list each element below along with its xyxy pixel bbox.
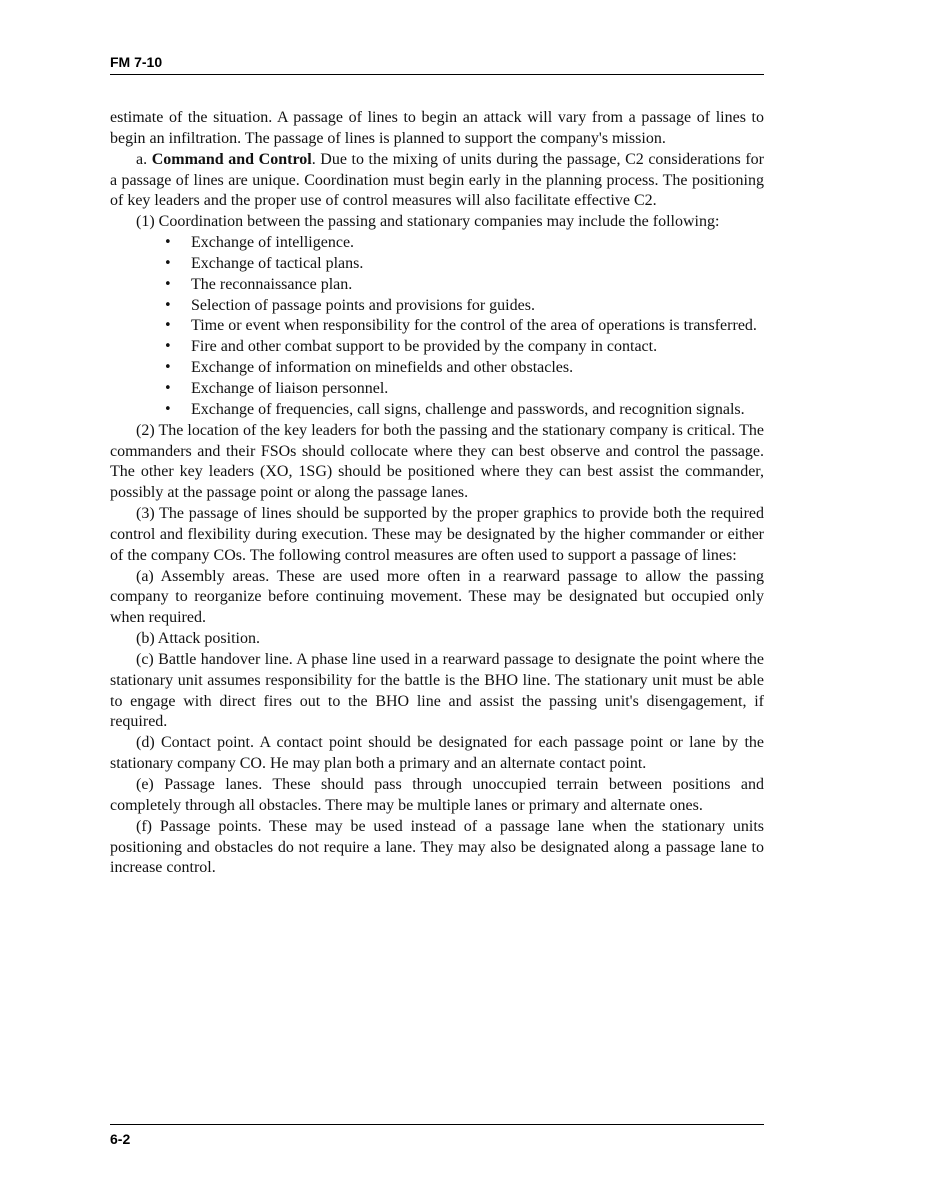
paragraph-3f: (f) Passage points. These may be used instead of a passage lane when the stationary units positioning and obstacles do not require a lane. They may also be designated along a passage lane to increase control. bbox=[110, 817, 764, 877]
bullet-icon: • bbox=[164, 318, 172, 334]
paragraph-1: (1) Coordination between the passing and stationary companies may include the following: bbox=[136, 213, 720, 231]
list-item: • Exchange of tactical plans. bbox=[164, 254, 764, 275]
paragraph-3a: (a) Assembly areas. These are used more often in a rearward passage to allow the passing company to reorganize before continuing movement. These may be designated but occupied only when required. bbox=[110, 567, 764, 627]
footer-rule bbox=[110, 1124, 764, 1125]
paragraph-3e: (e) Passage lanes. These should pass through unoccupied terrain between positions and completely through all obstacles. There may be multiple lanes or primary and alternate ones. bbox=[110, 776, 764, 814]
list-item: • Fire and other combat support to be provided by the company in contact. bbox=[164, 337, 764, 358]
list-item: • Exchange of liaison personnel. bbox=[164, 379, 764, 400]
paragraph-3b: (b) Attack position. bbox=[136, 630, 260, 648]
running-header: FM 7-10 bbox=[110, 54, 163, 70]
bullet-icon: • bbox=[164, 339, 172, 355]
page-body bbox=[110, 108, 764, 879]
list-item: • The reconnaissance plan. bbox=[164, 275, 764, 296]
bullet-icon: • bbox=[164, 235, 172, 251]
paragraph-a-heading: Command and Control bbox=[151, 150, 312, 168]
paragraph-a-prefix: a. bbox=[136, 150, 152, 168]
bullet-icon: • bbox=[164, 255, 172, 271]
header-rule bbox=[110, 74, 764, 75]
bullet-icon: • bbox=[164, 297, 172, 313]
paragraph-a-text: . Due to the mixing of units during the passage, C2 considerations for a passage of lines are unique. Coordination must begin early in the planning process. The positioning of key leaders and the proper use of control measures will also facilitate effective C2. bbox=[110, 150, 764, 210]
list-item: • Time or event when responsibility for the control of the area of operations is transferred. bbox=[164, 316, 764, 337]
paragraph-2: (2) The location of the key leaders for both the passing and the stationary company is critical. The commanders and their FSOs should collocate where they can best observe and control the passage. The other key leaders (XO, 1SG) should be positioned where they can best assist the commander, possibly at the passage point or along the passage lanes. bbox=[110, 421, 764, 502]
paragraph-3c: (c) Battle handover line. A phase line used in a rearward passage to designate the point where the stationary unit assumes responsibility for the battle is the BHO line. The stationary unit must be able to engage with direct fires out to the BHO line and assist the passing unit's disengagement, if required. bbox=[110, 650, 764, 731]
bullet-icon: • bbox=[164, 380, 172, 396]
paragraph-a bbox=[110, 150, 764, 213]
page-number: 6-2 bbox=[110, 1131, 131, 1147]
bullet-icon: • bbox=[164, 401, 172, 417]
list-item: • Selection of passage points and provisions for guides. bbox=[164, 296, 764, 317]
list-item: • Exchange of intelligence. bbox=[164, 233, 764, 254]
paragraph-3: (3) The passage of lines should be supported by the proper graphics to provide both the required control and flexibility during execution. These may be designated by the higher commander or either of the company COs. The following control measures are often used to support a passage of lines: bbox=[110, 505, 764, 564]
bullet-icon: • bbox=[164, 276, 172, 292]
bullet-icon: • bbox=[164, 360, 172, 376]
list-item: • Exchange of information on minefields and other obstacles. bbox=[164, 358, 764, 379]
paragraph-3d: (d) Contact point. A contact point should be designated for each passage point or lane by the stationary company CO. He may plan both a primary and an alternate contact point. bbox=[110, 734, 764, 773]
intro-paragraph: estimate of the situation. A passage of lines to begin an attack will vary from a passage of lines to begin an infiltration. The passage of lines is planned to support the company's mission. bbox=[110, 109, 764, 147]
list-item: • Exchange of frequencies, call signs, challenge and passwords, and recognition signals. bbox=[164, 400, 764, 421]
coordination-list bbox=[110, 233, 764, 421]
